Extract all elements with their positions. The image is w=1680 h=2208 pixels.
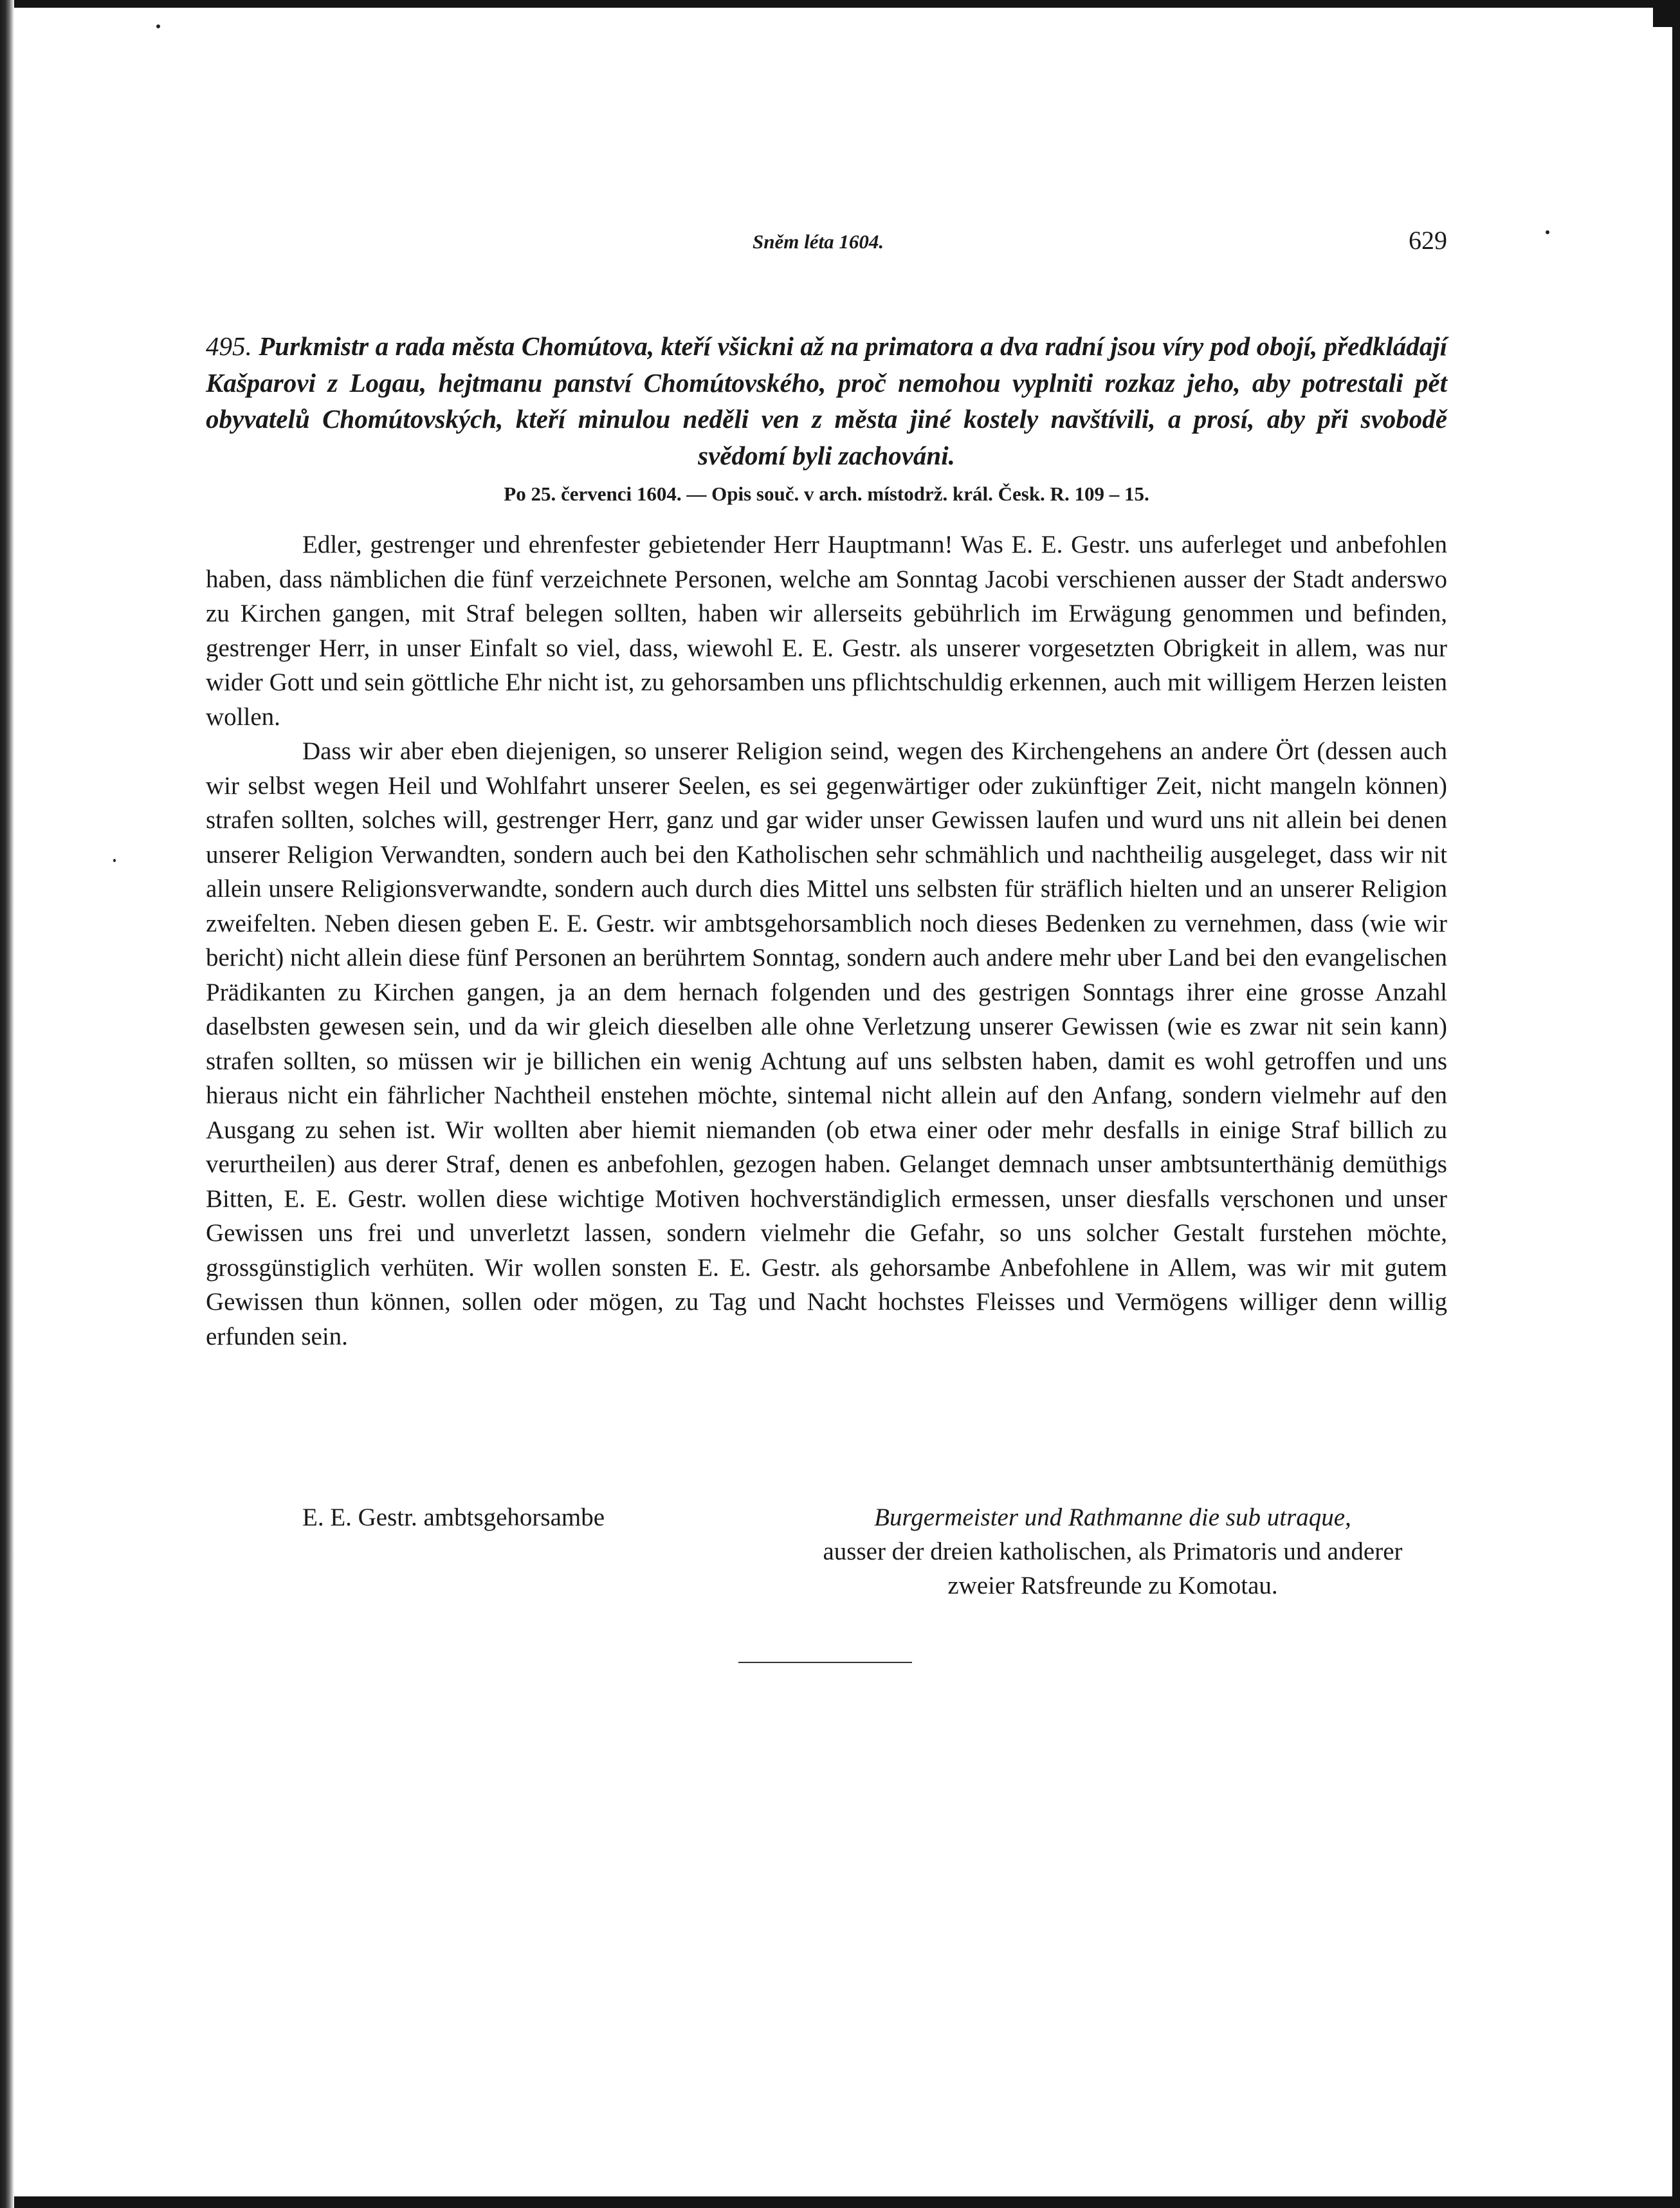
body-paragraph: Dass wir aber eben diejenigen, so unserer Religion seind, wegen des Kirchengehens an andere Ört (dessen auch wir selbst wegen Heil und Wohlfahrt unserer Seelen, es sei gegenwärtiger oder zukünftiger Zeit, nicht mangeln können) strafen sollten, solches will, gestrenger Herr, ganz und gar wider unser Gewissen laufen und wurd uns nit allein bei denen unserer Religion Verwandten, sondern auch bei den Katholischen sehr schmählich und nachtheilig ausgeleget, dass wir nit allein unsere Religionsverwandte, sondern auch durch dies Mittel uns selbsten für sträflich hielten und an unserer Religion zweifelten. Neben diesen geben E. E. Gestr. wir ambtsgehorsamblich noch dieses Bedenken zu vernehmen, dass (wie wir bericht) nicht allein diese fünf Personen an berührtem Sonntag, sondern auch andere mehr uber Land bei den evangelischen Prädikanten zu Kirchen gangen, ja an dem hernach folgenden und des gestrigen Sonntags ihrer eine grosse Anzahl daselbsten gewesen sein, und da wir gleich dieselben alle ohne Verletzung unserer Gewissen (wie es zwar nit sein kann) strafen sollten, so müssen wir je billichen ein wenig Achtung auf uns selbsten haben, damit es wohl getroffen und uns hieraus nicht ein fährlicher Nachtheil enstehen möchte, sintemal nicht allein auf den Anfang, sondern vielmehr auf den Ausgang zu sehen ist. Wir wollten aber hiemit niemanden (ob etwa einer oder mehr desfalls in einige Straf billich zu verurtheilen) aus derer Straf, denen es anbefohlen, gezogen haben. Gelanget demnach unser ambtsunterthänig demüthigs Bitten, E. E. Gestr. wollen diese wichtige Motiven hochverständiglich ermessen, unser diesfalls verschonen und unser Gewissen uns frei und unverletzt lassen, sondern vielmehr die Gefahr, so uns solcher Gestalt furstehen möchte, grossgünstiglich verhüten. Wir wollen sonsten E. E. Gestr. als gehorsambe Anbefohlene in Allem, was wir mit gutem Gewissen thun können, sollen oder mögen, zu Tag und Nacht hochstes Fleisses und Vermögens williger denn willig erfunden sein.: [206, 737, 1447, 1350]
scan-speck: [156, 24, 160, 28]
document-heading: [206, 328, 1447, 474]
document-number: 495.: [206, 331, 252, 361]
scan-corner-mark: [1653, 8, 1672, 27]
closing-salutation: E. E. Gestr. ambtsgehorsambe: [302, 1504, 605, 1531]
scan-border-top: [0, 0, 1680, 8]
signer-line: ausser der dreien katholischen, als Primatoris und anderer: [823, 1538, 1403, 1565]
signer-line: Burgermeister und Rathmanne die sub utraque,: [874, 1504, 1351, 1531]
letter-body: [206, 528, 1447, 1354]
signer-line: zweier Ratsfreunde zu Komotau.: [947, 1572, 1278, 1599]
signature-block: [772, 1500, 1454, 1603]
scan-border-bottom: [0, 2196, 1680, 2208]
page-header: [206, 225, 1447, 264]
running-title: Sněm léta 1604.: [753, 230, 884, 253]
scan-border-left: [0, 0, 14, 2208]
document-title: Purkmistr a rada města Chomútova, kteří všickni až na primatora a dva radní jsou víry pod obojí, předkládají Kašparovi z Logau, hejtmanu panství Chomútovského, proč nemohou vyplniti rozkaz jeho, aby potrestali pět obyvatelů Chomútovských, kteří minulou neděli ven z města jiné kostely navštívili, a prosí, aby při svobodě svědomí byli zachováni.: [206, 331, 1448, 470]
scan-border-right: [1672, 0, 1680, 2208]
body-paragraph: Edler, gestrenger und ehrenfester gebietender Herr Hauptmann! Was E. E. Gestr. uns auferleget und anbefohlen haben, dass nämblichen die fünf verzeichnete Personen, welche am Sonntag Jacobi verschienen ausser der Stadt anderswo zu Kirchen gangen, mit Straf belegen sollten, haben wir allerseits gebührlich im Erwägung genommen und befinden, gestrenger Herr, in unser Einfalt so viel, dass, wiewohl E. E. Gestr. als unserer vorgesetzten Obrigkeit in allem, was nur wider Gott und sein göttliche Ehr nicht ist, zu gehorsamben uns pflichtschuldig erkennen, auch mit willigem Herzen leisten wollen.: [206, 531, 1447, 731]
scan-speck: [113, 859, 116, 862]
page-number: 629: [1409, 226, 1447, 255]
document-source: Po 25. červenci 1604. — Opis souč. v arch. místodrž. král. Česk. R. 109 – 15.: [504, 483, 1149, 505]
letter-closing: [206, 1500, 1447, 1616]
end-rule-divider: [738, 1662, 912, 1663]
scan-speck: [1546, 230, 1549, 234]
